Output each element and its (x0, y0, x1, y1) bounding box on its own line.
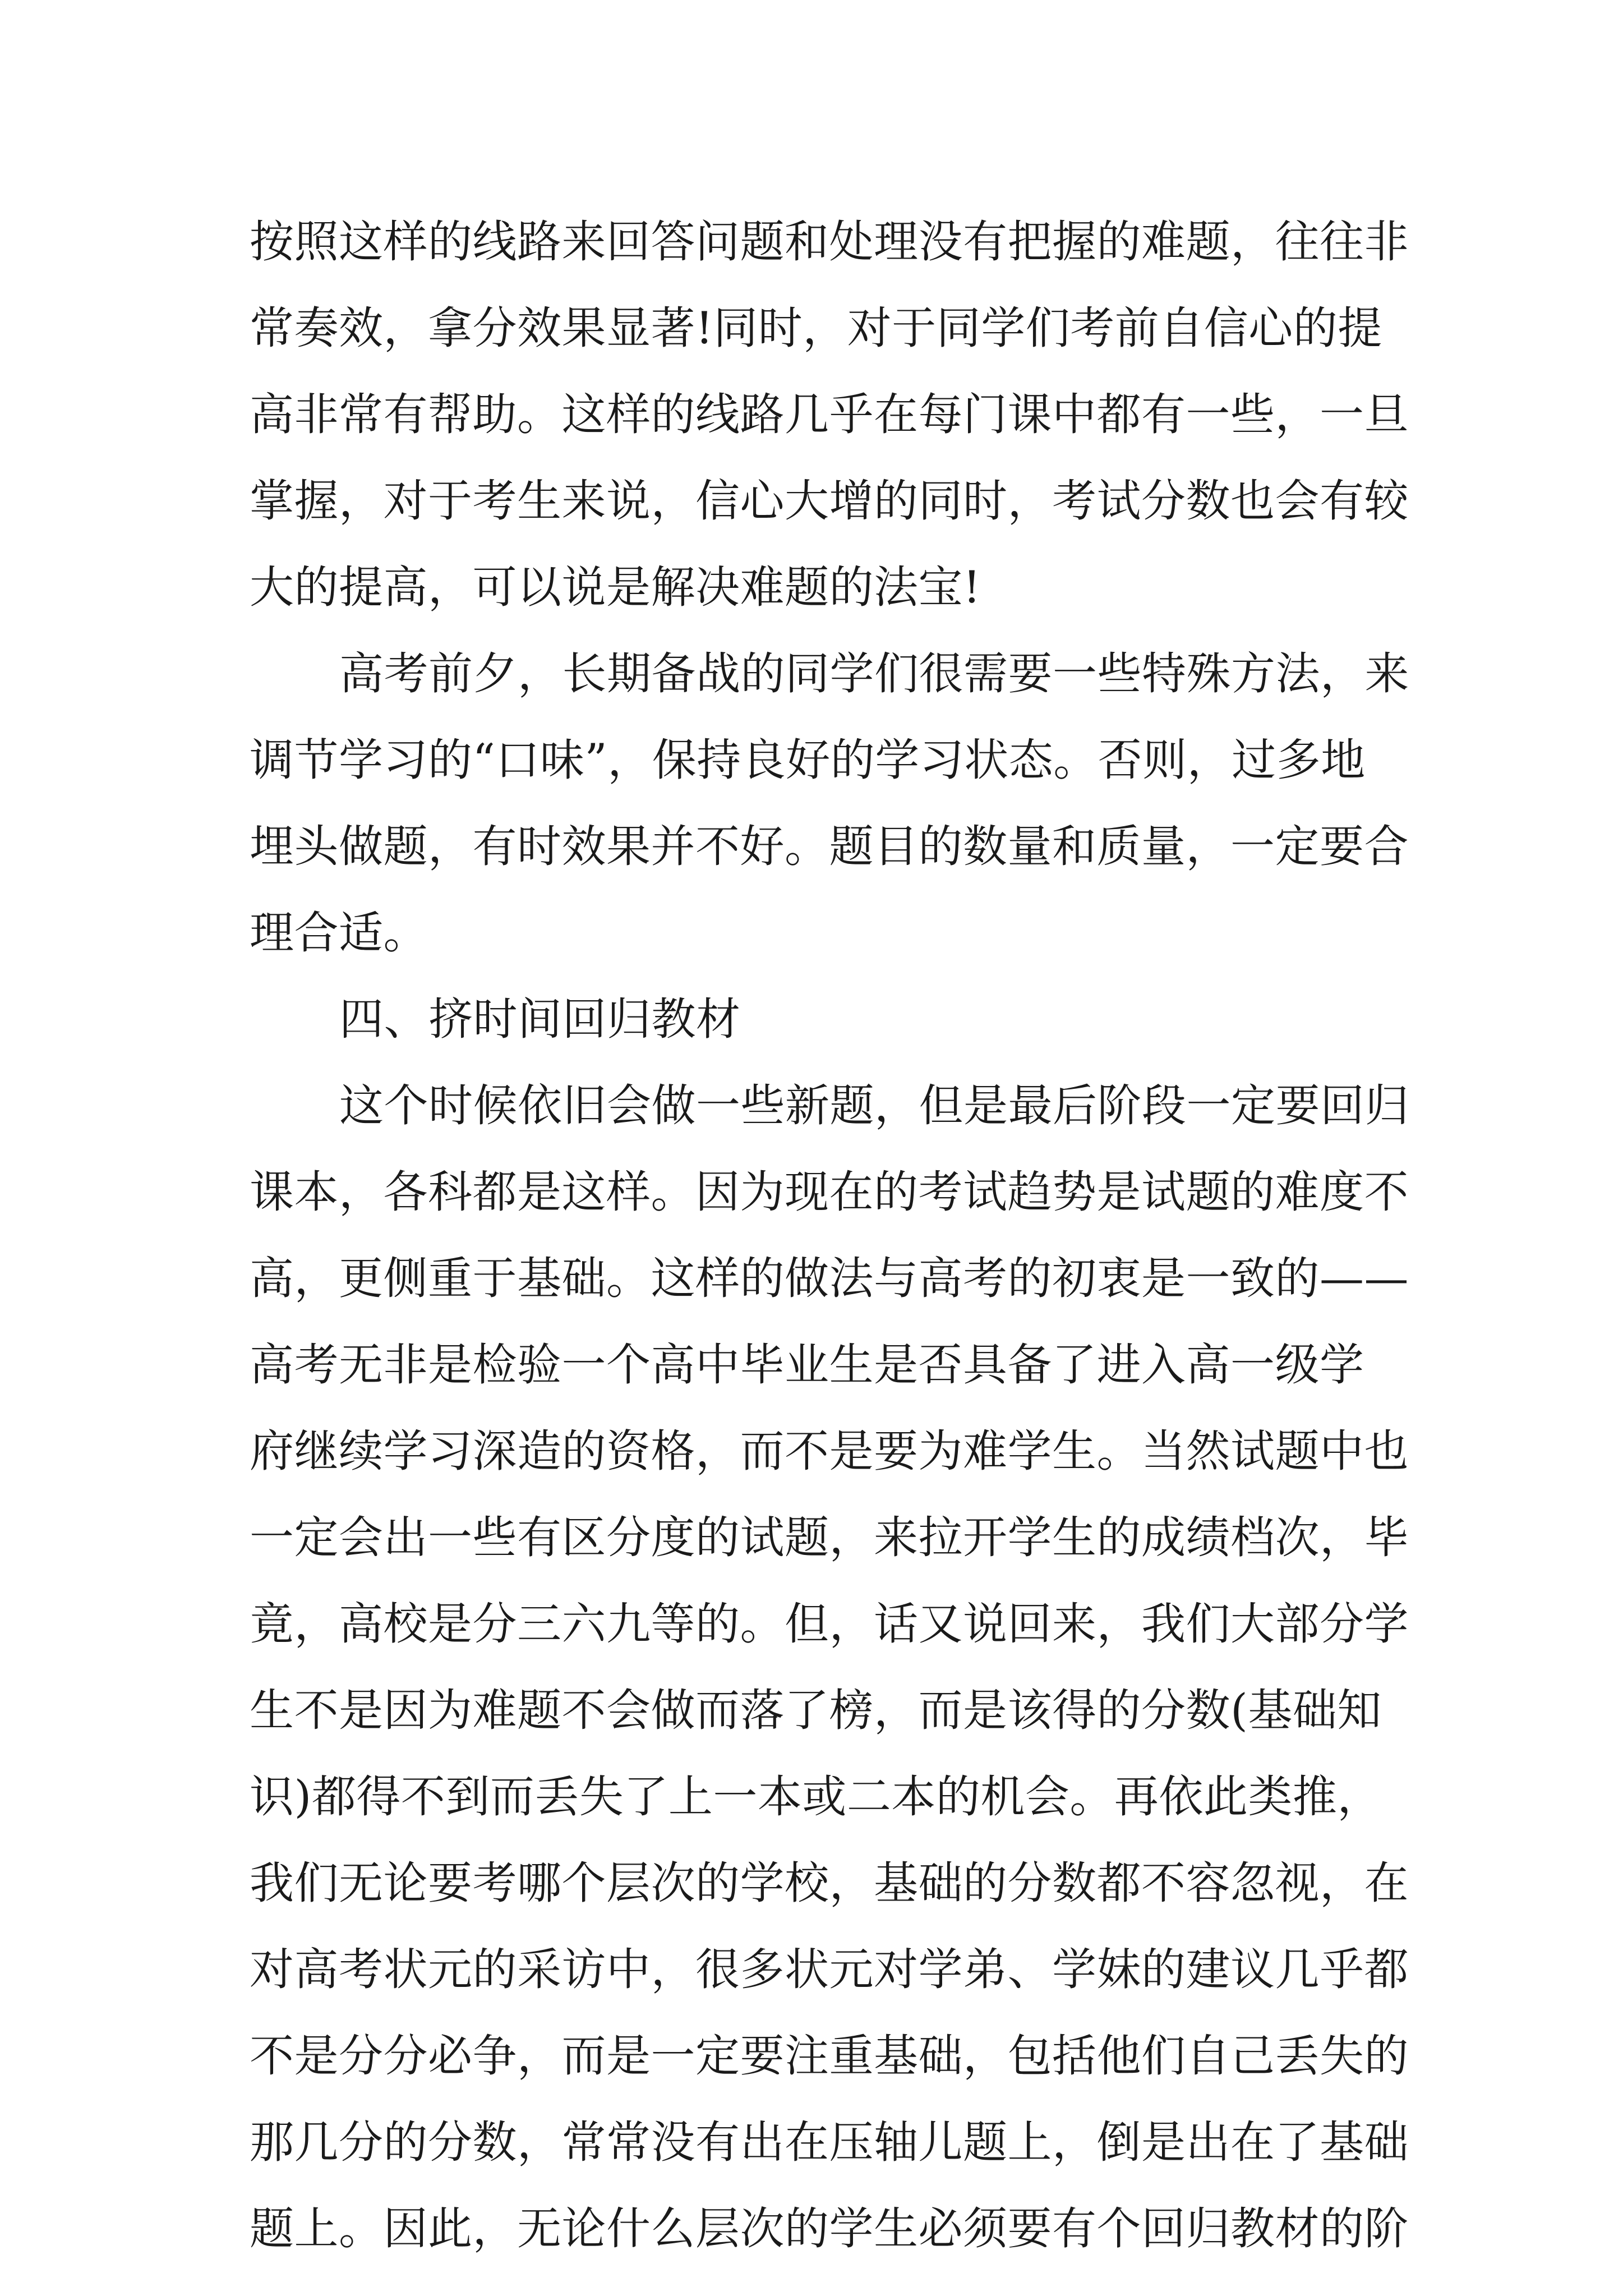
section-heading: 四、挤时间回归教材 (339, 993, 741, 1045)
text-line: 竟，高校是分三六九等的。但，话又说回来，我们大部分学 (250, 1598, 1409, 1650)
text-line: 我们无论要考哪个层次的学校，基础的分数都不容忽视，在 (250, 1857, 1409, 1909)
text-line: 掌握，对于考生来说，信心大增的同时，考试分数也会有较 (250, 475, 1409, 527)
paragraph-start-line: 这个时候依旧会做一些新题，但是最后阶段一定要回归 (339, 1080, 1409, 1131)
text-line: 高考无非是检验一个高中毕业生是否具备了进入高一级学 (250, 1339, 1364, 1391)
text-line: 府继续学习深造的资格，而不是要为难学生。当然试题中也 (250, 1425, 1409, 1477)
text-line: 高非常有帮助。这样的线路几乎在每门课中都有一些，一旦 (250, 389, 1409, 440)
text-line: 课本，各科都是这样。因为现在的考试趋势是试题的难度不 (250, 1166, 1409, 1218)
text-line: 调节学习的“口味”，保持良好的学习状态。否则，过多地 (250, 734, 1366, 786)
text-line: 按照这样的线路来回答问题和处理没有把握的难题，往往非 (250, 216, 1409, 268)
text-line: 大的提高，可以说是解决难题的法宝! (250, 562, 981, 613)
text-line: 题上。因此，无论什么层次的学生必须要有个回归教材的阶 (250, 2203, 1409, 2254)
text-line: 不是分分必争，而是一定要注重基础，包括他们自己丢失的 (250, 2030, 1409, 2082)
paragraph-start-line: 高考前夕，长期备战的同学们很需要一些特殊方法，来 (339, 648, 1409, 700)
text-line: 一定会出一些有区分度的试题，来拉开学生的成绩档次，毕 (250, 1512, 1409, 1563)
text-line: 高，更侧重于基础。这样的做法与高考的初衷是一致的—— (250, 1253, 1409, 1304)
text-line: 理合适。 (250, 907, 428, 959)
text-line: 生不是因为难题不会做而落了榜，而是该得的分数(基础知 (250, 1685, 1382, 1736)
text-line: 识)都得不到而丢失了上一本或二本的机会。再依此类推， (250, 1771, 1382, 1823)
body-text (250, 199, 1409, 2272)
text-line: 对高考状元的采访中，很多状元对学弟、学妹的建议几乎都 (250, 1944, 1409, 1995)
text-line: 那几分的分数，常常没有出在压轴儿题上，倒是出在了基础 (250, 2116, 1409, 2168)
text-line: 常奏效，拿分效果显著!同时，对于同学们考前自信心的提 (250, 302, 1382, 354)
text-line: 埋头做题，有时效果并不好。题目的数量和质量，一定要合 (250, 821, 1409, 872)
